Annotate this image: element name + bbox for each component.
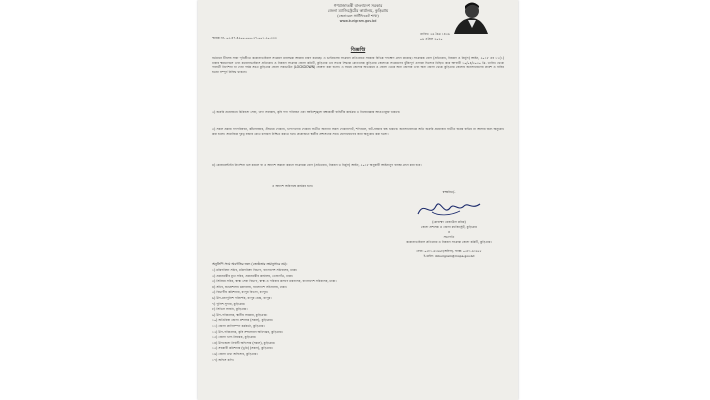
- paragraph-1: বর্তমানে চীনসহ সারা পৃথিবীতে করোনাভাইরাস সংক্রমণ মারাত্মক আকার ধারণ করেছে। এ ভাইরাসের সংক্রমণ প্রতিরোধে সরকার বিভিন্ন পদক্ষেপ গ্রহণ করেছে। সংক্রামক রোগ (প্রতিরোধ, নিয়ন্ত্রণ ও নির্মূল) আইন, ২০১৮ এর ১১(১) ধারার ক্ষমতাবলে এবং করোনাভাইরাস প্রতিরোধ ও নিয়ন্ত্রণ সংক্রান্ত জেলা কমিটি, কুড়িগ্রাম এর সভার সিদ্ধান্ত মোতাবেক কুড়িগ্রাম জেলাকে সংক্রমণের ঝুঁকিপূর্ণ এলাকা হিসেবে চিহ্নিত করে আগামী ১০/০৪/২০২০ খ্রি. তারিখ থেকে পরবর্তী নির্দেশনা না দেয়া পর্যন্ত সমগ্র কুড়িগ্রাম জেলা লকডাউন (LOCKDOWN) ঘোষণা করা হলো। এ সময়ে জেলার অভ্যন্তরে ও জেলা থেকে অন্য জেলায় এবং অন্য জেলা থেকে কুড়িগ্রাম জেলায় জনসাধারণের প্রবেশ ও বাহির হওয়া সম্পূর্ণ নিষিদ্ধ থাকবে।: [212, 56, 504, 75]
- list-item: ১০) অতিরিক্ত জেলা প্রশাসক (সকল), কুড়িগ্রাম।: [212, 318, 274, 323]
- paragraph-2: ২) জরুরি প্রয়োজনে চিকিৎসা সেবা, খাদ্য সরবরাহ, কৃষি পণ্য পরিবহন এবং আইনশৃঙ্খলা রক্ষাকারী বাহিনীর কার্যক্রম এ নিষেধাজ্ঞার আওতামুক্ত থাকবে।: [212, 110, 401, 114]
- list-item: ১৫) সহকারী কমিশনার (ভূমি) (সকল), কুড়িগ্রাম।: [212, 346, 273, 351]
- list-item: ১) মন্ত্রিপরিষদ সচিব, মন্ত্রিপরিষদ বিভাগ, বাংলাদেশ সচিবালয়, ঢাকা।: [212, 268, 298, 272]
- list-item: ৬) উপ-মহাপুলিশ পরিদর্শক, রংপুর রেঞ্জ, রংপুর।: [212, 295, 272, 300]
- committee-name: করোনাভাইরাস প্রতিরোধ ও নিয়ন্ত্রণ সংক্রান্ত জেলা কমিটি, কুড়িগ্রাম।: [406, 240, 492, 244]
- signature-scribble: [414, 196, 484, 220]
- section-header: (জেনারেল সার্টিফিকেট শাখা): [337, 14, 379, 18]
- distribution-heading: অনুলিপি সদয় অবগতির জন্য (জ্যেষ্ঠতার ক্রমানুসারে নয়):: [212, 262, 288, 266]
- paragraph-4: ৪) কোয়ারেন্টাইন নির্দেশনা ভঙ্গ করলে বা এ আদেশ অমান্য করলে সংক্রামক রোগ (প্রতিরোধ, নিয়ন্ত্রণ ও নির্মূল) আইন, ২০১৮ অনুযায়ী আইনানুগ ব্যবস্থা গ্রহণ করা হবে।: [212, 163, 422, 167]
- memo-number: স্মারক নং- ০৫.৪৭.৪৯০০.০০০.২৭.০০১.২০-৩৩৩: [212, 36, 277, 40]
- signatory-name: (মোহাম্মদ রেজাউল করিম): [432, 220, 466, 224]
- paragraph-3: ৩) সকল প্রকার গণপরিবহন, কাঁচাবাজার, ঔষধের দোকান, খাদ্যপণ্যের দোকান ব্যতীত অন্যান্য সকল দোকানপাট, শপিংমল, হাট-বাজার বন্ধ থাকবে। জনসাধারণকে অতি জরুরি প্রয়োজন ব্যতীত ঘরের বাইরে না আসার জন্য অনুরোধ করা হলো। সামাজিক দূরত্ব বজায় রেখে চলাচল নিশ্চিত করতে হবে। প্রয়োজনে স্থানীয় প্রশাসনের সাথে যোগাযোগের জন্য অনুরোধ করা হলো।: [212, 127, 504, 136]
- list-item: ২) প্রধানমন্ত্রীর মুখ্য সচিব, প্রধানমন্ত্রীর কার্যালয়, তেজগাঁও, ঢাকা।: [212, 273, 294, 278]
- email-text: ই-মেইল: dckurigram@mopa.gov.bd: [423, 254, 475, 258]
- list-item: ৩) সিনিয়র সচিব, স্বাস্থ্য সেবা বিভাগ, স্বাস্থ্য ও পরিবার কল্যাণ মন্ত্রণালয়, বাংলাদেশ সচিবালয়, ঢাকা।: [212, 279, 337, 284]
- date-bengali: তারিখ: ২৬ চৈত্র ১৪২৬: [420, 32, 450, 36]
- date-english: ০৯ এপ্রিল ২০২০: [420, 37, 443, 41]
- list-item: ১৩) জেলা খাদ্য নিয়ন্ত্রক, কুড়িগ্রাম।: [212, 335, 257, 340]
- list-item: ১৬) জেলা তথ্য অফিসার, কুড়িগ্রাম।: [212, 351, 258, 356]
- list-item: ৫) বিভাগীয় কমিশনার, রংপুর বিভাগ, রংপুর।: [212, 290, 268, 295]
- paragraph-5: এ আদেশ অবিলম্বে কার্যকর হবে।: [272, 184, 313, 188]
- list-item: ১৭) অফিস কপি।: [212, 357, 234, 362]
- portrait-image: [448, 0, 494, 34]
- distribution-list: [212, 268, 504, 363]
- list-item: ৭) পুলিশ সুপার, কুড়িগ্রাম।: [212, 301, 246, 306]
- list-item: ৮) সিভিল সার্জন, কুড়িগ্রাম।: [212, 307, 248, 312]
- government-header: গণপ্রজাতন্ত্রী বাংলাদেশ সরকার: [333, 3, 383, 8]
- signatory-role: জেলা প্রশাসক ও জেলা ম্যাজিস্ট্রেট, কুড়িগ্রাম: [420, 225, 478, 229]
- notice-document: [198, 0, 518, 400]
- signature-label: স্বাক্ষরিত/-: [442, 190, 456, 194]
- president-label: সভাপতি: [443, 235, 455, 239]
- website-text: www.kurigram.gov.bd: [339, 19, 377, 23]
- conjunction-text: ও: [447, 230, 451, 234]
- portrait-icon: [448, 0, 494, 34]
- list-item: ১১) জেলা প্রাণিসম্পদ কর্মকর্তা, কুড়িগ্রাম।: [212, 323, 265, 328]
- list-item: ৯) উপ-পরিচালক, স্থানীয় সরকার, কুড়িগ্রাম।: [212, 312, 268, 317]
- page-title: বিজ্ঞপ্তি: [350, 47, 366, 53]
- list-item: ১২) উপ-পরিচালক, কৃষি সম্প্রসারণ অধিদপ্তর, কুড়িগ্রাম।: [212, 329, 283, 334]
- office-header: জেলা ম্যাজিস্ট্রেটের কার্যালয়, কুড়িগ্রাম: [327, 8, 389, 13]
- list-item: ১৪) উপজেলা নির্বাহী অফিসার (সকল), কুড়িগ্রাম।: [212, 340, 276, 345]
- phone-text: ফোন: ০৫৮১-৬১৬৯৮(অফিস), ফ্যাক্স: ০৫৮১-৬১৬৫৫: [416, 249, 482, 253]
- list-item: ৪) সচিব, জনপ্রশাসন মন্ত্রণালয়, বাংলাদেশ সচিবালয়, ঢাকা।: [212, 284, 287, 289]
